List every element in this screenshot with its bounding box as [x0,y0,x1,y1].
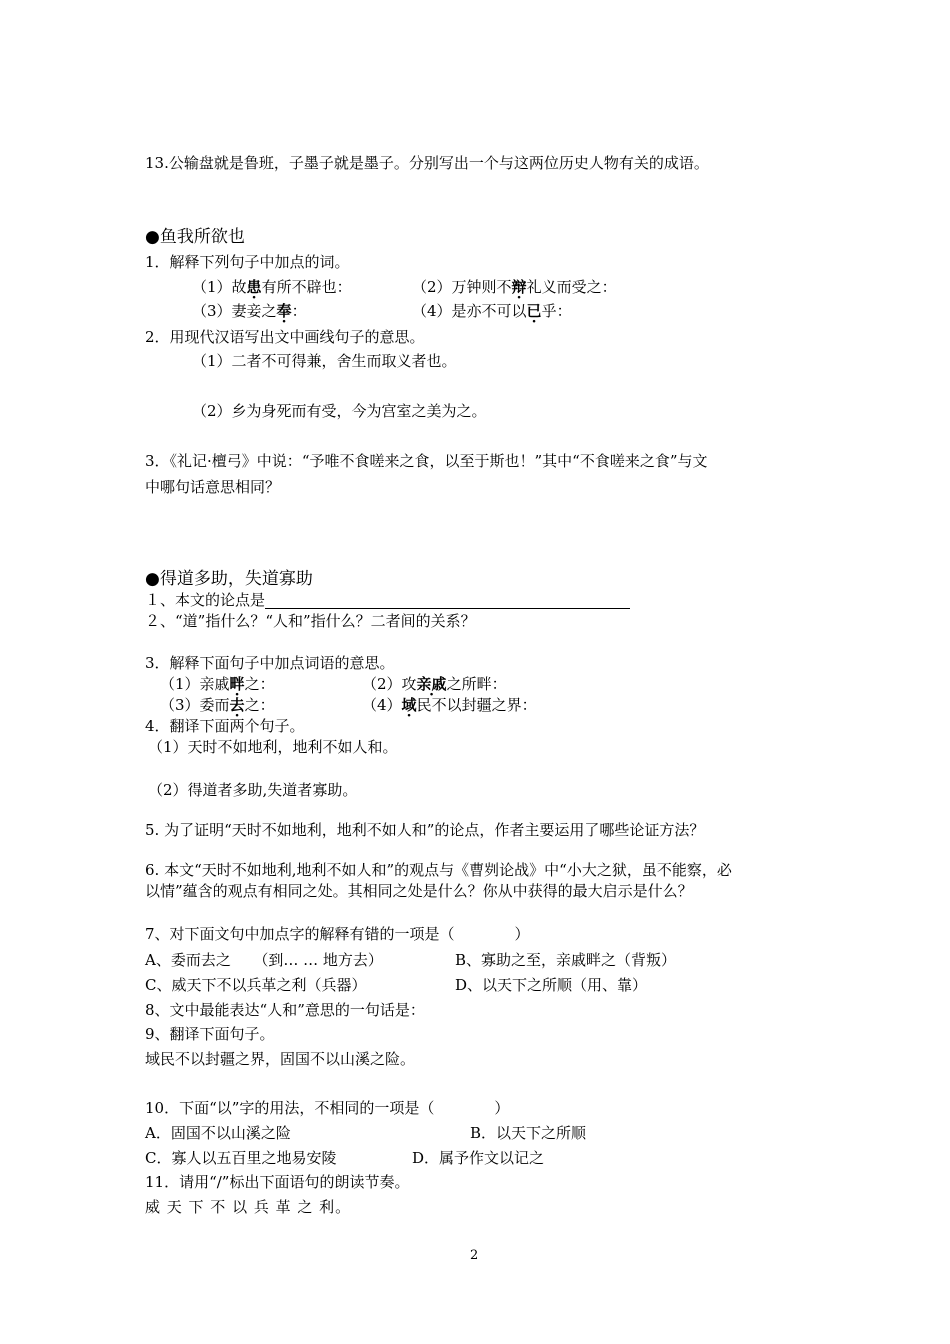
yu-q1-item2: （2）万钟则不辩礼义而受之： [412,278,617,296]
dedao-q6-line1: 6. 本文“天时不如地利,地利不如人和”的观点与《曹刿论战》中“小大之狱，虽不能察，必 [145,861,732,879]
dedao-q9-text: 域民不以封疆之界，固国不以山溪之险。 [145,1050,416,1068]
dedao-q3-item1: （1）亲戚畔之： [160,675,275,693]
dedao-q8: 8、文中最能表达“人和”意思的一句话是： [145,1001,425,1019]
dedao-q11-text: 威 天 下 不 以 兵 革 之 利。 [145,1198,352,1216]
dotted-word: 奉 [276,302,292,320]
yu-q1-item1: （1）故患有所不辟也： [192,278,352,296]
dotted-word: 去 [229,696,245,714]
dedao-q7-option-c: C、威天下不以兵革之利（兵器） [145,976,367,994]
dedao-q6-line2: 以情”蕴含的观点有相同之处。其相同之处是什么？你从中获得的最大启示是什么？ [145,882,693,900]
page-number: 2 [470,1248,479,1263]
dedao-q10-option-d: D．属予作文以记之 [412,1149,545,1167]
dedao-q5: 5. 为了证明“天时不如地利，地利不如人和”的论点，作者主要运用了哪些论证方法？ [145,821,705,839]
answer-blank [265,594,630,609]
yu-q2-item1: （1）二者不可得兼，舍生而取义者也。 [192,352,457,370]
dotted-word: 域 [401,696,417,714]
dedao-q2: ２、“道”指什么？“人和”指什么？二者间的关系？ [145,612,476,630]
dotted-word: 辩 [511,278,527,296]
yu-q1-item3: （3）妻妾之奉： [192,302,307,320]
dedao-q3-item4: （4）域民不以封疆之界： [362,696,537,714]
dedao-q10: 10．下面“以”字的用法，不相同的一项是（ ） [145,1099,510,1117]
dedao-q7: 7、对下面文句中加点字的解释有错的一项是（ ） [145,925,530,943]
yu-q1-item4: （4）是亦不可以已乎： [412,302,572,320]
dedao-q4-item2: （2）得道者多助,失道者寡助。 [148,781,358,799]
dotted-word: 患 [246,278,262,296]
dedao-q3-item2: （2）攻亲戚之所畔： [362,675,507,693]
dotted-word: 亲戚 [416,675,447,693]
dotted-word: 已 [526,302,542,320]
yu-q2: 2．用现代汉语写出文中画线句子的意思。 [145,328,425,346]
dotted-word: 畔 [229,675,245,693]
dedao-q10-option-b: B．以天下之所顺 [470,1124,587,1142]
section-heading-yu: ●鱼我所欲也 [145,227,245,247]
dedao-q1: １、本文的论点是 [145,591,630,609]
dedao-q3-item3: （3）委而去之： [160,696,275,714]
dedao-q4-item1: （1）天时不如地利，地利不如人和。 [148,738,398,756]
dedao-q7-option-b: B、寡助之至，亲戚畔之（背叛） [455,951,677,969]
dedao-q7-option-d: D、以天下之所顺（用、靠） [455,976,648,994]
dedao-q7-option-a: A、委而去之 （到… … 地方去） [145,951,383,969]
question-13: 13.公输盘就是鲁班，子墨子就是墨子。分别写出一个与这两位历史人物有关的成语。 [145,154,709,172]
yu-q1: 1．解释下列句子中加点的词。 [145,253,350,271]
dedao-q11: 11．请用“/”标出下面语句的朗读节奏。 [145,1173,410,1191]
dedao-q4: 4．翻译下面两个句子。 [145,717,305,735]
yu-q3-line1: 3．《礼记·檀弓》中说：“予唯不食嗟来之食，以至于斯也！”其中“不食嗟来之食”与文 [145,452,708,470]
dedao-q9: 9、翻译下面句子。 [145,1025,275,1043]
dedao-q10-option-a: A．固国不以山溪之险 [145,1124,291,1142]
dedao-q3: 3．解释下面句子中加点词语的意思。 [145,654,395,672]
yu-q2-item2: （2）乡为身死而有受，今为宫室之美为之。 [192,402,487,420]
dedao-q10-option-c: C．寡人以五百里之地易安陵 [145,1149,337,1167]
yu-q3-line2: 中哪句话意思相同？ [145,478,281,496]
section-heading-dedao: ●得道多助，失道寡助 [145,569,313,589]
